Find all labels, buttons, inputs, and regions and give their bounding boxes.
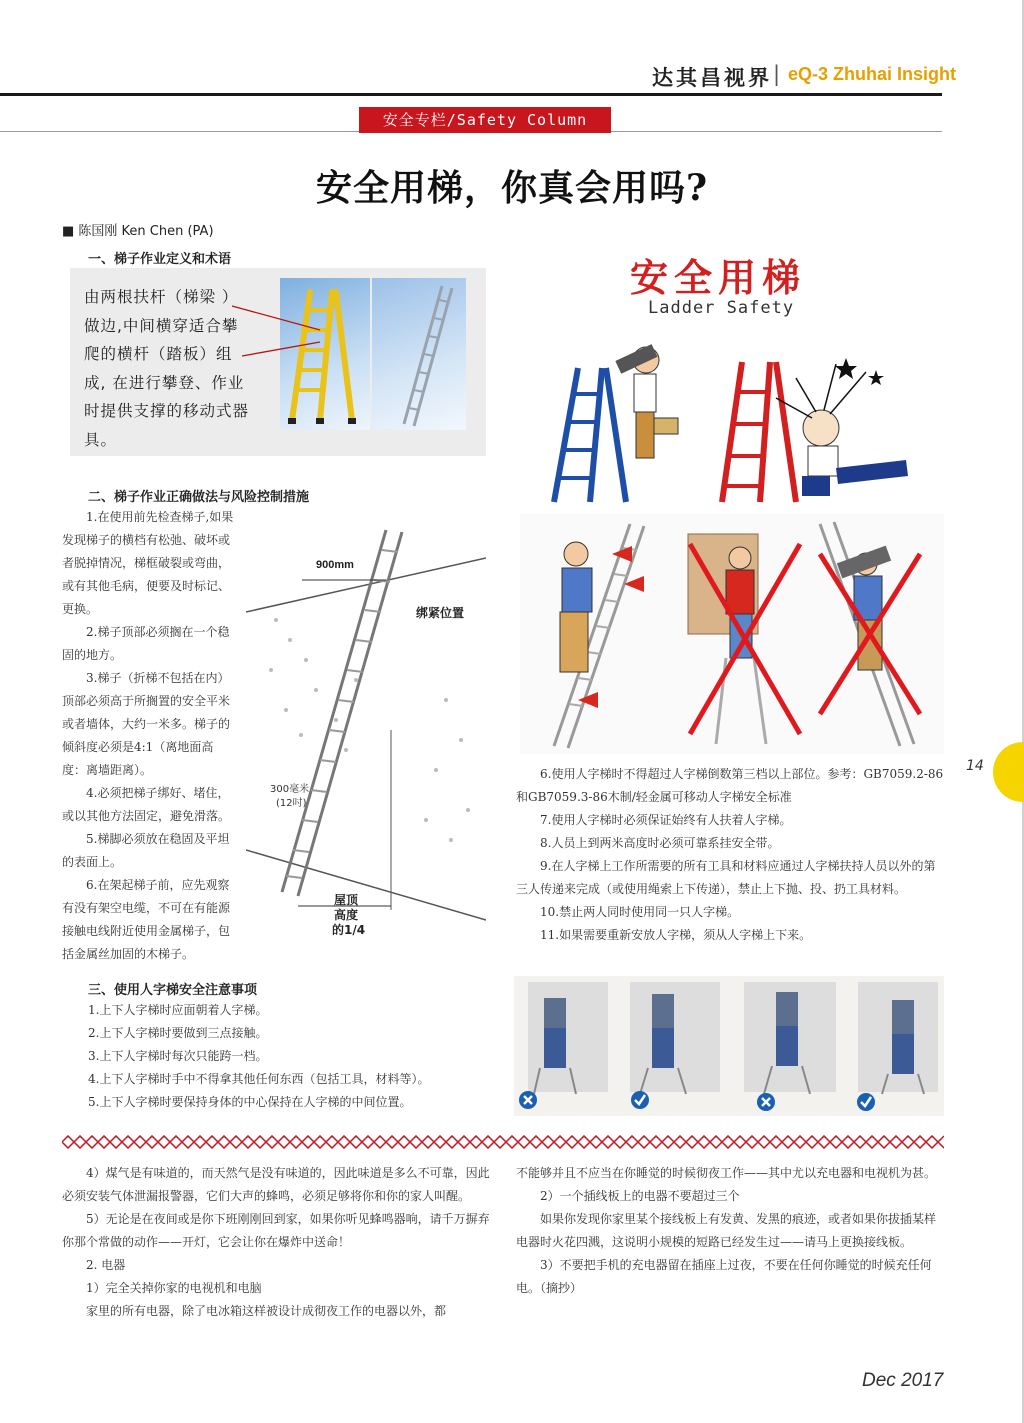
paragraph: 不能够并且不应当在你睡觉的时候彻夜工作——其中尤以充电器和电视机为甚。: [516, 1166, 937, 1180]
article-title: 安全用梯，你真会用吗?: [315, 167, 709, 209]
header-rule: [0, 93, 942, 96]
section-3-heading: 三、使用人字梯安全注意事项: [88, 983, 258, 998]
list-item: 3.上下人字梯时每次只能跨一档。: [88, 1049, 268, 1063]
brand-name-en: eQ-3 Zhuhai Insight: [788, 64, 957, 84]
issue-date: Dec 2017: [862, 1370, 944, 1391]
ladder-safety-title-cn: 安全用梯: [630, 256, 807, 300]
list-item: 9.在人字梯上工作所需要的所有工具和材料应通过人字梯扶持人员以外的第三人传递来完成（或使用绳索上下传递），禁止上下抛、投、扔工具材料。: [516, 859, 936, 896]
paragraph: 3）不要把手机的充电器留在插座上过夜，不要在任何你睡觉的时候充任何电。（摘抄）: [516, 1258, 932, 1295]
list-item: 7.使用人字梯时必须保证始终有人扶着人字梯。: [540, 813, 792, 827]
list-item: 1.上下人字梯时应面朝着人字梯。: [88, 1003, 268, 1017]
definition-pointer-arrows: [170, 300, 330, 370]
list-item: 6.在架起梯子前，应先观察有没有架空电缆，不可在有能源接触电线附近使用金属梯子，包括金属丝加固的木梯子。: [62, 878, 231, 961]
definition-text: 由两根扶杆（梯梁 ）做边,中间横穿适合攀爬的横杆（踏板）组成, 在进行攀登、作业时提供支撑的移动式器具。: [84, 288, 250, 449]
section-3-list: [88, 999, 508, 1114]
list-item: 1.在使用前先检查梯子,如果发现梯子的横档有松弛、破坏或者脱掉情况，梯框破裂或弯曲，或有其他毛病，便要及时标记、更换。: [62, 510, 234, 616]
stepladder-dos-donts-photos: [514, 976, 944, 1116]
author-line: ■ 陈国刚 Ken Chen (PA): [62, 224, 214, 239]
subheading: 2. 电器: [86, 1258, 126, 1272]
paragraph: 1）完全关掉你家的电视机和电脑: [86, 1281, 262, 1295]
list-item: 4.上下人字梯时手中不得拿其他任何东西（包括工具，材料等）。: [88, 1072, 430, 1086]
roof-height-label-2: 高度: [334, 908, 359, 922]
paragraph: 4）煤气是有味道的，而天然气是没有味道的，因此味道是多么不可靠，因此必须安装气体泄漏报警器，它们大声的蜂鸣，必须足够将你和你的家人叫醒。: [62, 1166, 490, 1203]
right-column-list: [516, 763, 944, 947]
list-item: 2.上下人字梯时要做到三点接触。: [88, 1026, 268, 1040]
list-item: 11.如果需要重新安放人字梯，须从人字梯上下来。: [540, 928, 812, 942]
section-2-list: [62, 506, 234, 966]
list-item: 5.上下人字梯时要保持身体的中心保持在人字梯的中间位置。: [88, 1095, 412, 1109]
column-tag: 安全专栏/Safety Column: [359, 107, 611, 133]
page-number: 14: [966, 758, 984, 774]
ladder-safety-title-en: Ladder Safety: [648, 298, 795, 318]
ladder-safety-cartoon: [546, 338, 926, 508]
list-item: 2.梯子顶部必须搁在一个稳固的地方。: [62, 625, 230, 662]
list-item: 5.梯脚必须放在稳固及平坦的表面上。: [62, 832, 230, 869]
list-item: 10.禁止两人同时使用同一只人字梯。: [540, 905, 740, 919]
page-tab: [993, 742, 1024, 802]
list-item: 8.人员上到两米高度时必须可靠系挂安全带。: [540, 836, 780, 850]
paragraph: 2）一个插线板上的电器不要超过三个: [540, 1189, 740, 1203]
section-1-heading: 一、梯子作业定义和术语: [88, 252, 232, 267]
paragraph: 家里的所有电器，除了电冰箱这样被设计成彻夜工作的电器以外，都: [86, 1304, 447, 1318]
paragraph: 如果你发现你家里某个接线板上有发黄、发黑的痕迹，或者如果你拔插某样电器时火花四溅，这说明小规模的短路已经发生过——请马上更换接线板。: [516, 1212, 937, 1249]
dimension-300-label: 300毫米: [270, 784, 310, 795]
continued-text-left: [62, 1162, 490, 1323]
paragraph: 5）无论是在夜间或是你下班刚刚回到家，如果你听见蜂鸣器响，请千万摒弃你那个常做的动作——开灯，它会让你在爆炸中送命！: [62, 1212, 490, 1249]
list-item: 3.梯子（折梯不包括在内）顶部必须高于所搁置的安全平米或者墙体，大约一米多。梯子的倾斜度必须是4:1（离地面高度：离墙距离）。: [62, 671, 231, 777]
ladder-usage-photos: [520, 514, 944, 754]
roof-height-label-3: 的1/4: [332, 923, 366, 937]
continued-text-right: [516, 1162, 944, 1300]
tie-position-label: 绑紧位置: [416, 606, 465, 620]
dimension-900-label: 900mm: [316, 559, 354, 571]
list-item: 6.使用人字梯时不得超过人字梯倒数第三档以上部位。参考：GB7059.2-86和GB7059.3-86木制/轻金属可移动人字梯安全标准: [516, 767, 944, 804]
dimension-300-note: (12吋): [276, 798, 307, 809]
brand-name-cn: 达其昌视界: [652, 65, 772, 90]
straight-ladder-photo: [372, 278, 466, 430]
section-divider: [62, 1134, 944, 1148]
section-2-heading: 二、梯子作业正确做法与风险控制措施: [88, 490, 310, 505]
roof-height-label: 屋顶: [334, 893, 359, 907]
ladder-angle-diagram: [246, 520, 486, 940]
list-item: 4.必须把梯子绑好、堵住，或以其他方法固定，避免滑落。: [62, 786, 231, 823]
brand-separator: |: [773, 62, 781, 86]
